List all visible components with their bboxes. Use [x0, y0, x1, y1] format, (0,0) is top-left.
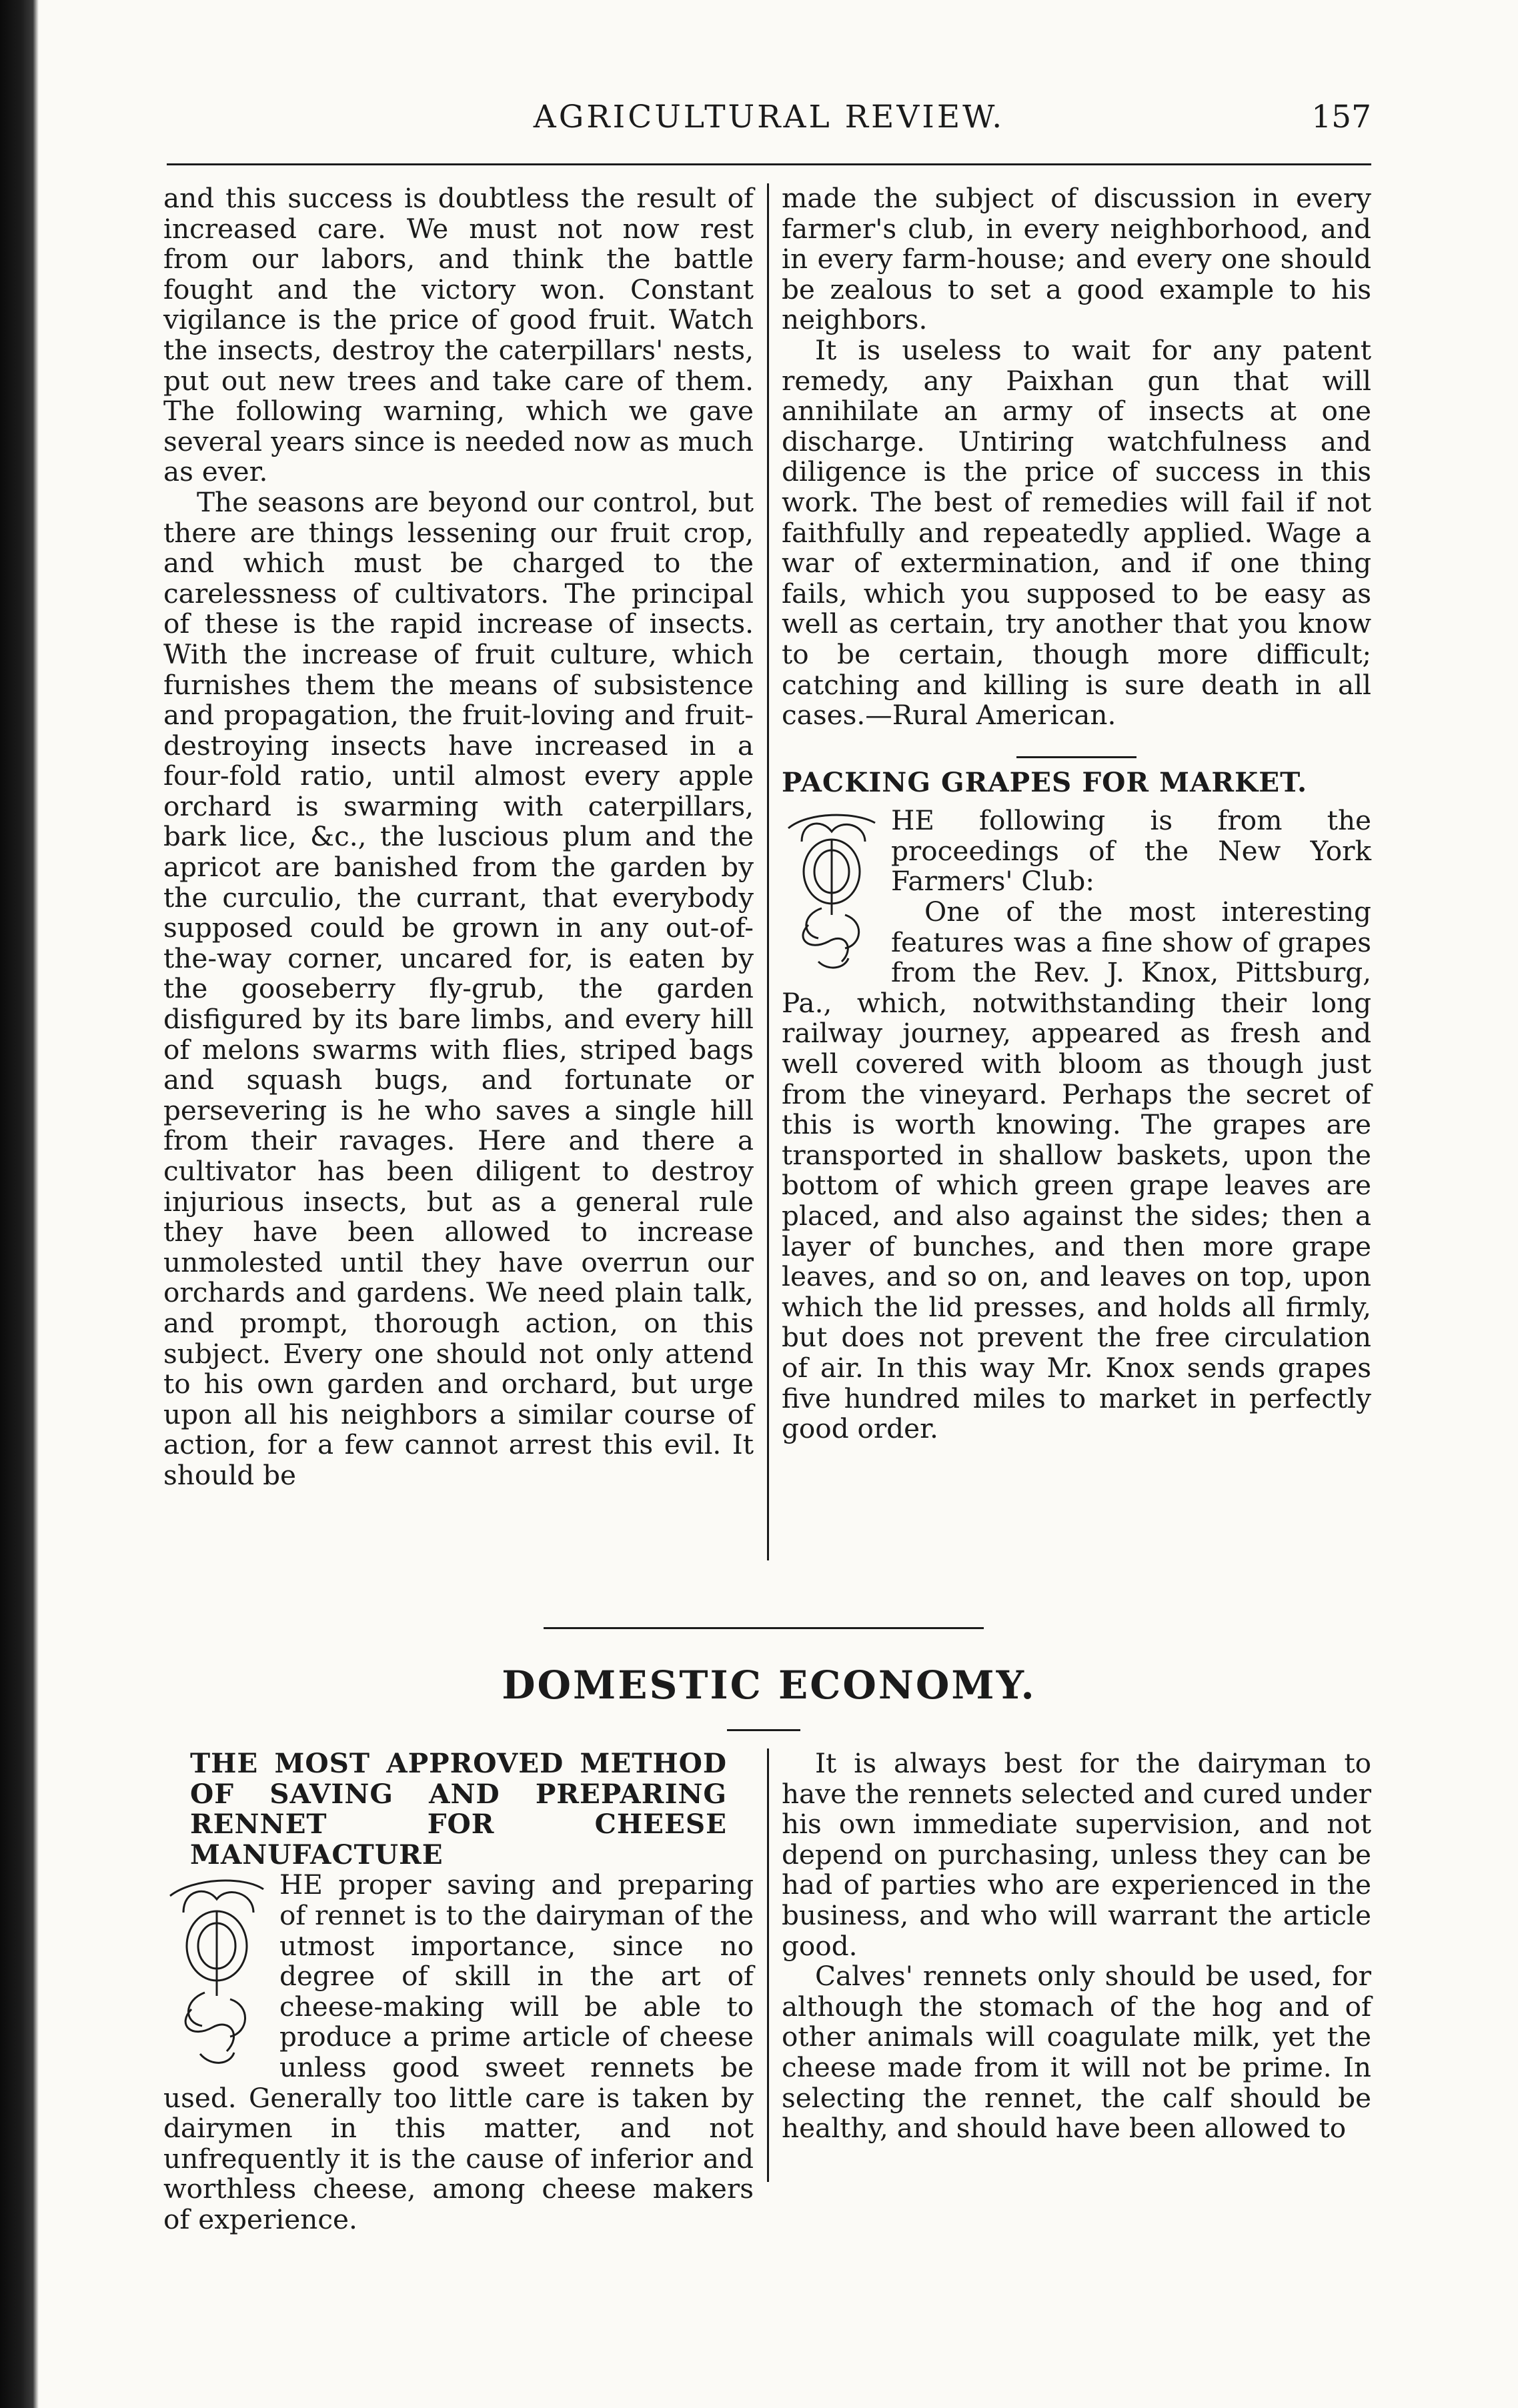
article-separator [1016, 756, 1136, 758]
page-header [167, 99, 1371, 152]
paragraph: The seasons are beyond our control, but there are things lessening our fruit crop, and which must be charged to the carelessness of cultivators. The principal of these is the rapid increase of insects. With the increase of fruit culture, which furnishes them the means of subsistence and propagation, the fruit-loving and fruit-destroying insects have increased in a four-fold ratio, until almost every apple orchard is swarming with caterpillars, bark lice, &c., the luscious plum and the apricot are banished from the garden by the curculio, the currant, that everybody supposed could be grown in any out-of-the-way corner, uncared for, is eaten by the gooseberry fly-grub, the garden disfigured by its bare limbs, and every hill of melons swarms with flies, striped bags and squash bugs, and fortunate or persevering is he who saves a single hill from their ravages. Here and there a cultivator has been diligent to destroy injurious insects, but as a general rule they have been allowed to increase unmolested until they have overrun our orchards and gardens. We need plain talk, and prompt, thorough action, on this subject. Every one should not only attend to his own garden and orchard, but urge upon all his neighbors a similar course of action, for a few cannot arrest this evil. It should be [163, 485, 754, 1491]
first-paragraph-text: HE following is from the proceedings of the New York Farmers' Club: [891, 804, 1371, 898]
column-divider [767, 183, 769, 1560]
top-right-column [782, 183, 1371, 1444]
article-title: THE MOST APPROVED METHOD OF SAVING AND PREPARING RENNET FOR CHEESE MANUFACTURE [190, 1747, 727, 1871]
paragraph: Calves' rennets only should be used, for although the stomach of the hog and of other animals will coagulate milk, yet the cheese made from it will not be prime. In selecting the rennet, the calf should be healthy, and should have been allowed to [782, 1960, 1371, 2145]
paragraph: It is always best for the dairyman to have the rennets selected and cured under his own immediate supervision, and not depend on purchasing, unless they can be had of parties who are experienced in the business, and who will warrant the article good. [782, 1747, 1371, 1962]
page-number: 157 [1311, 99, 1371, 135]
dropcap-t-ornament [782, 808, 882, 975]
dropcap-t-ornament [163, 1873, 270, 2073]
running-title: AGRICULTURAL REVIEW. [533, 99, 1005, 135]
article-title: PACKING GRAPES FOR MARKET. [782, 766, 1308, 798]
paragraph: made the subject of discussion in every farmer's club, in every neighborhood, and in every farm-house; and every one should be zealous to set a good example to his neighbors. [782, 182, 1371, 336]
section-title: DOMESTIC ECONOMY. [502, 1662, 1036, 1708]
top-left-column [163, 183, 754, 1491]
first-paragraph-text: HE proper saving and preparing of rennet is to the dairyman of the utmost importance, since no degree of skill in the art of cheese-making will be able to produce a prime article of cheese unless good sweet rennets be used. Generally too little care is taken by dairymen in this matter, and not unfrequently it is the cause of inferior and worthless cheese, among cheese makers of experience. [163, 1869, 754, 2235]
paragraph: and this success is doubtless the result of increased care. We must not now rest from our labors, and think the battle fought and the victory won. Constant vigilance is the price of good fruit. Watch the insects, destroy the caterpillars' nests, put out new trees and take care of them. The following warning, which we gave several years since is needed now as much as ever. [163, 182, 754, 488]
column-divider [767, 1748, 769, 2182]
bottom-right-column [782, 1748, 1371, 2144]
binding-edge [0, 0, 39, 2408]
header-rule [167, 163, 1371, 165]
paragraph: It is useless to wait for any patent remedy, any Paixhan gun that will annihilate an army of insects at one discharge. Untiring watchfulness and diligence is the price of success in this work. The best of remedies will fail if not faithfully and repeatedly applied. Wage a war of extermination, and if one thing fails, which you supposed to be easy as well as certain, try another that you know to be certain, though more difficult; catching and killing is sure death in all cases.—Rural American. [782, 333, 1371, 732]
section-rule [544, 1627, 984, 1629]
paragraph: One of the most interesting features was a fine show of grapes from the Rev. J. Knox, Pittsburg, Pa., which, notwithstanding their long railway journey, appeared as fresh and well covered with bloom as though just from the vineyard. Perhaps the secret of this is worth knowing. The grapes are transported in shallow baskets, upon the bottom of which green grape leaves are placed, and also against the sides; then a layer of bunches, and then more grape leaves, and so on, and leaves on top, upon which the lid presses, and holds all firmly, but does not prevent the free circulation of air. In this way Mr. Knox sends grapes five hundred miles to market in perfectly good order. [782, 896, 1371, 1445]
bottom-left-column [163, 1748, 754, 2235]
section-underrule [727, 1729, 800, 1731]
ornament-icon [782, 808, 882, 975]
ornament-icon [163, 1873, 270, 2073]
